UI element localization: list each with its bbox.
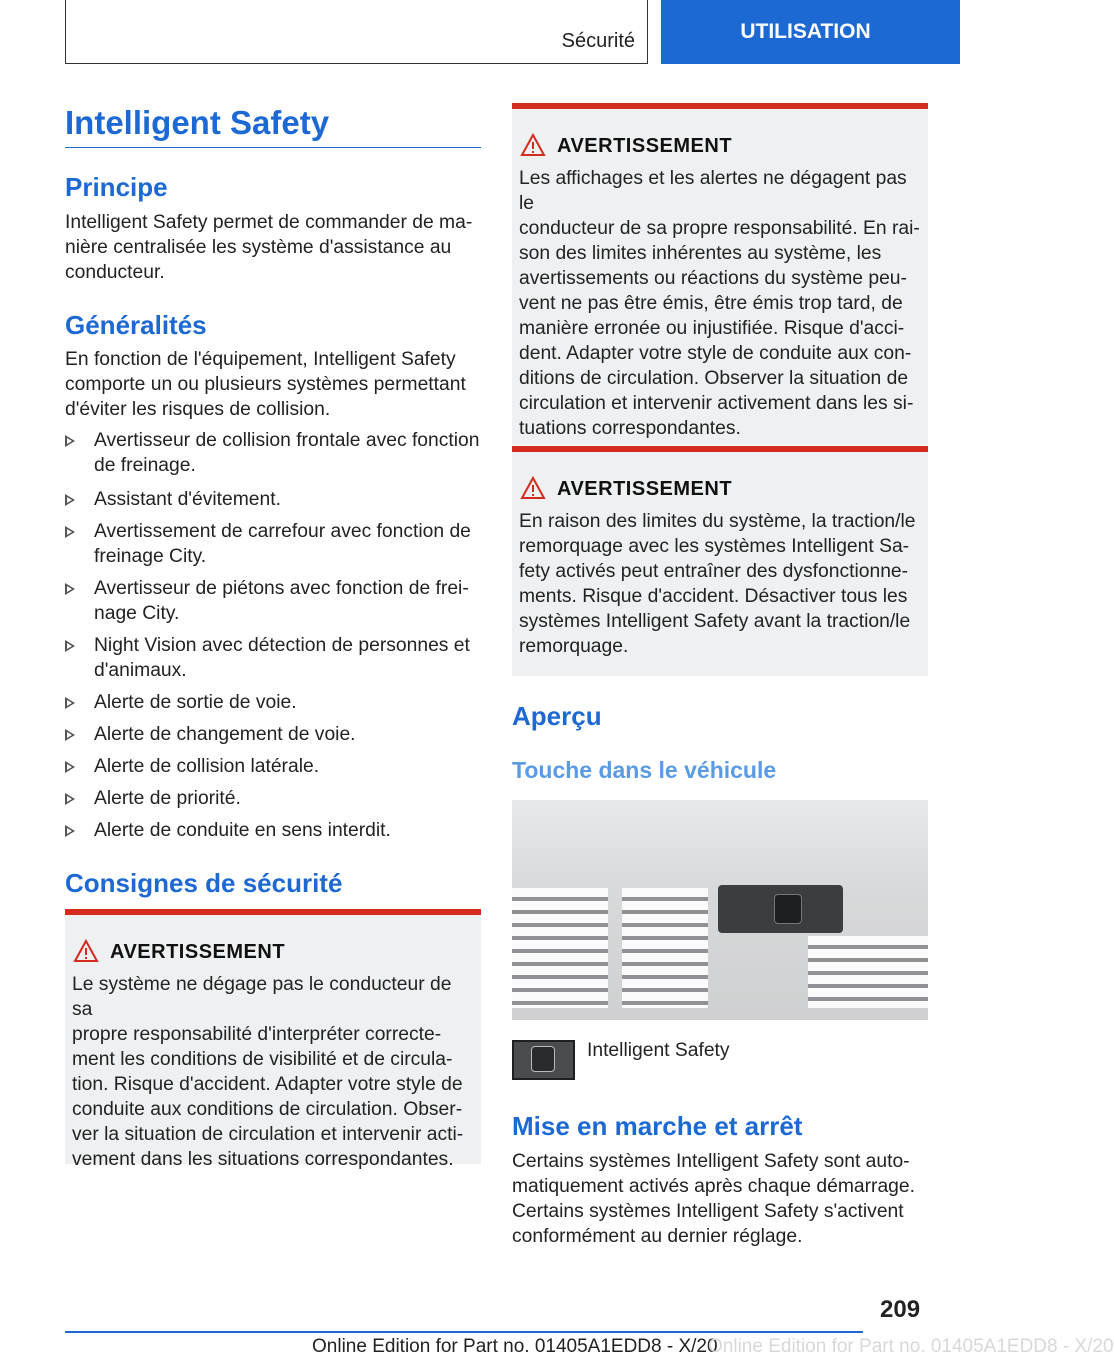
heading-principe: Principe bbox=[65, 172, 168, 202]
warning-title: AVERTISSEMENT bbox=[110, 941, 286, 963]
warning-triangle-icon bbox=[73, 939, 99, 963]
warning-box bbox=[512, 446, 928, 676]
air-vent-center-left bbox=[622, 888, 708, 1008]
page-number: 209 bbox=[880, 1296, 921, 1323]
warning-title: AVERTISSEMENT bbox=[557, 478, 733, 500]
heading-generalites: Généralités bbox=[65, 310, 207, 340]
warning-triangle-icon bbox=[520, 133, 546, 157]
chapter-label: UTILISATION bbox=[740, 20, 871, 43]
triangle-bullet-icon bbox=[65, 494, 75, 506]
chapter-tab bbox=[661, 0, 960, 64]
warning-text: En raison des limites du système, la traction/le remorquage avec les systèmes Intelligent Sa- fety activés peut entraîner des dysfonctionne- ments. Risque d'accident. Désactiver tous les systèmes Intelligent Safety avant la traction/le remorquage. bbox=[519, 511, 916, 657]
warning-triangle-icon bbox=[520, 476, 546, 500]
text-line: Intelligent Safety permet de commander de ma- bbox=[65, 212, 473, 233]
triangle-bullet-icon bbox=[65, 729, 75, 741]
text-line: En fonction de l'équipement, Intelligent Safety bbox=[65, 349, 456, 370]
triangle-bullet-icon bbox=[65, 793, 75, 805]
triangle-bullet-icon bbox=[65, 825, 75, 837]
footer-edition: Online Edition for Part no. 01405A1EDD8 - X/20 bbox=[312, 1336, 718, 1357]
generalites-text bbox=[65, 347, 481, 422]
mise-en-marche-text: Certains systèmes Intelligent Safety sont auto- matiquement activés après chaque démarrage. Certains systèmes Intelligent Safety s'activent conformément au dernier réglage. bbox=[512, 1151, 915, 1247]
warning-title: AVERTISSEMENT bbox=[557, 135, 733, 157]
section-label: Sécurité bbox=[561, 30, 635, 52]
air-vent-left bbox=[512, 888, 608, 1008]
footer-rule bbox=[65, 1331, 863, 1333]
title-rule bbox=[65, 147, 481, 148]
warning-box bbox=[512, 103, 928, 445]
vehicle-button-photo bbox=[512, 800, 928, 1020]
heading-mise-en-marche: Mise en marche et arrêt bbox=[512, 1111, 803, 1141]
triangle-bullet-icon bbox=[65, 640, 75, 652]
text-line: nière centralisée les système d'assistance au bbox=[65, 237, 452, 258]
intelligent-safety-button-icon bbox=[774, 894, 802, 924]
heading-apercu: Aperçu bbox=[512, 701, 602, 731]
triangle-bullet-icon bbox=[65, 526, 75, 538]
warning-text: Le système ne dégage pas le conducteur de sa propre responsabilité d'interpréter correcte- ment les conditions de visibilité et de circula- tion. Risque d'accident. Adapter votre style de conduite aux conditions de circulation. Obser- ver la situation de circulation et intervenir acti- vement dans les situations correspondantes. bbox=[72, 974, 464, 1170]
triangle-bullet-icon bbox=[65, 697, 75, 709]
principe-text bbox=[65, 210, 481, 285]
footer-watermark: Online Edition for Part no. 01405A1EDD8 - X/20 bbox=[708, 1336, 1114, 1357]
heading-touche: Touche dans le véhicule bbox=[512, 757, 777, 783]
text-line: comporte un ou plusieurs systèmes permettant bbox=[65, 374, 466, 395]
button-caption: Intelligent Safety bbox=[587, 1040, 730, 1061]
intelligent-safety-symbol-icon bbox=[512, 1040, 575, 1080]
heading-consignes: Consignes de sécurité bbox=[65, 868, 343, 898]
text-line: conducteur. bbox=[65, 262, 165, 283]
page-title: Intelligent Safety bbox=[65, 104, 330, 141]
triangle-bullet-icon bbox=[65, 761, 75, 773]
warning-text: Les affichages et les alertes ne dégagent pas le conducteur de sa propre responsabilité. En rai- son des limites inhérentes au système, les avertissements ou réactions du système peu- vent ne pas être émis, être émis trop tard, de manière erronée ou injustifiée. Risque d'acci- dent. Adapter votre style de conduite aux con- ditions de circulation. Observer la situation de circulation et intervenir activement dans les si- tuations correspondantes. bbox=[519, 168, 920, 439]
triangle-bullet-icon bbox=[65, 435, 75, 447]
text-line: d'éviter les risques de collision. bbox=[65, 399, 331, 420]
air-vent-right bbox=[808, 936, 928, 1008]
triangle-bullet-icon bbox=[65, 583, 75, 595]
header-section-box bbox=[65, 0, 648, 64]
warning-box bbox=[65, 909, 481, 1170]
